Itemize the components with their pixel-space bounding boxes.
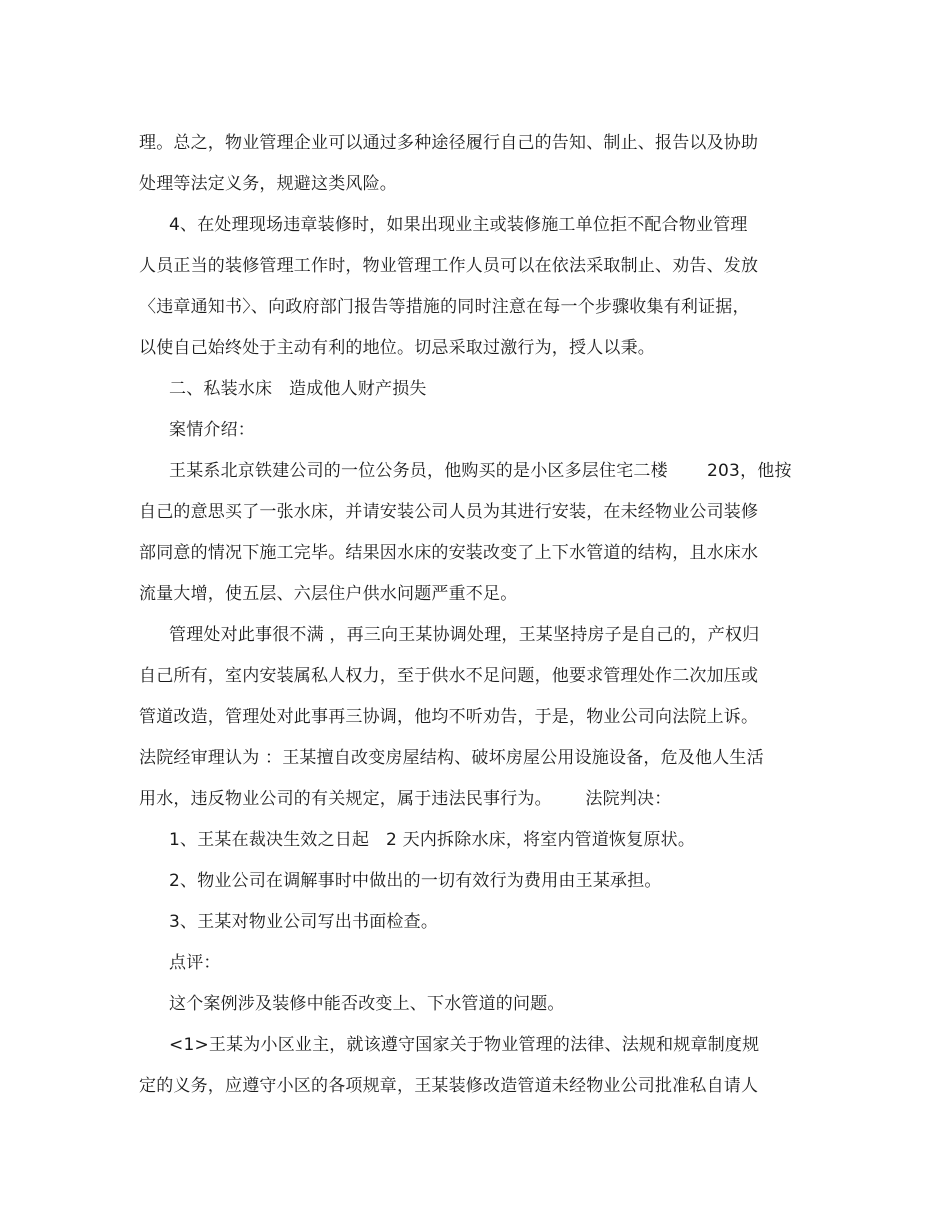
text-line: 理。总之，物业管理企业可以通过多种途径履行自己的告知、制止、报告以及协助: [139, 133, 759, 153]
list-item: 1、王某在裁决生效之日起 2 天内拆除水床，将室内管道恢复原状。: [169, 830, 696, 850]
text-line: 流量大增，使五层、六层住户供水问题严重不足。: [139, 584, 518, 604]
text-line: 自己所有，室内安装属私人权力，至于供水不足问题，他要求管理处作二次加压或: [139, 666, 759, 686]
text-line: 管理处对此事很不满 ，再三向王某协调处理，王某坚持房子是自己的，产权归: [169, 625, 760, 645]
text-line: 自己的意思买了一张水床，并请安装公司人员为其进行安装，在未经物业公司装修: [139, 502, 759, 522]
subheading: 案情介绍：: [169, 420, 255, 440]
text-line: 用水，违反物业公司的有关规定，属于违法民事行为。 法院判决：: [139, 789, 672, 809]
text-line: 这个案例涉及装修中能否改变上、下水管道的问题。: [169, 994, 565, 1014]
text-line: 部同意的情况下施工完毕。结果因水床的安装改变了上下水管道的结构，且水床水: [139, 543, 759, 563]
list-item: 2、物业公司在调解事时中做出的一切有效行为费用由王某承担。: [169, 871, 662, 891]
text-line: 〈违章通知书〉、向政府部门报告等措施的同时注意在每一个步骤收集有利证据，: [139, 297, 750, 317]
text-line: 以使自己始终处于主动有利的地位。切忌采取过激行为，授人以秉。: [139, 338, 655, 358]
text-line: 人员正当的装修管理工作时，物业管理工作人员可以在依法采取制止、劝告、发放: [139, 256, 759, 276]
text-line: 处理等法定义务，规避这类风险。: [139, 174, 397, 194]
text-line: 王某系北京铁建公司的一位公务员，他购买的是小区多层住宅二楼 203，他按: [169, 461, 792, 481]
section-heading: 二、私装水床 造成他人财产损失: [169, 379, 427, 399]
text-line: 4、在处理现场违章装修时，如果出现业主或装修施工单位拒不配合物业管理: [169, 215, 748, 235]
text-line: 管道改造，管理处对此事再三协调，他均不听劝告，于是，物业公司向法院上诉。: [139, 707, 759, 727]
text-line: <1>王某为小区业主，就该遵守国家关于物业管理的法律、法规和规章制度规: [169, 1035, 760, 1055]
text-line: 法院经审理认为 ：王某擅自改变房屋结构、破坏房屋公用设施设备，危及他人生活: [139, 748, 764, 768]
text-line: 定的义务，应遵守小区的各项规章，王某装修改造管道未经物业公司批准私自请人: [139, 1076, 759, 1096]
list-item: 3、王某对物业公司写出书面检查。: [169, 912, 439, 932]
subheading: 点评：: [169, 953, 221, 973]
